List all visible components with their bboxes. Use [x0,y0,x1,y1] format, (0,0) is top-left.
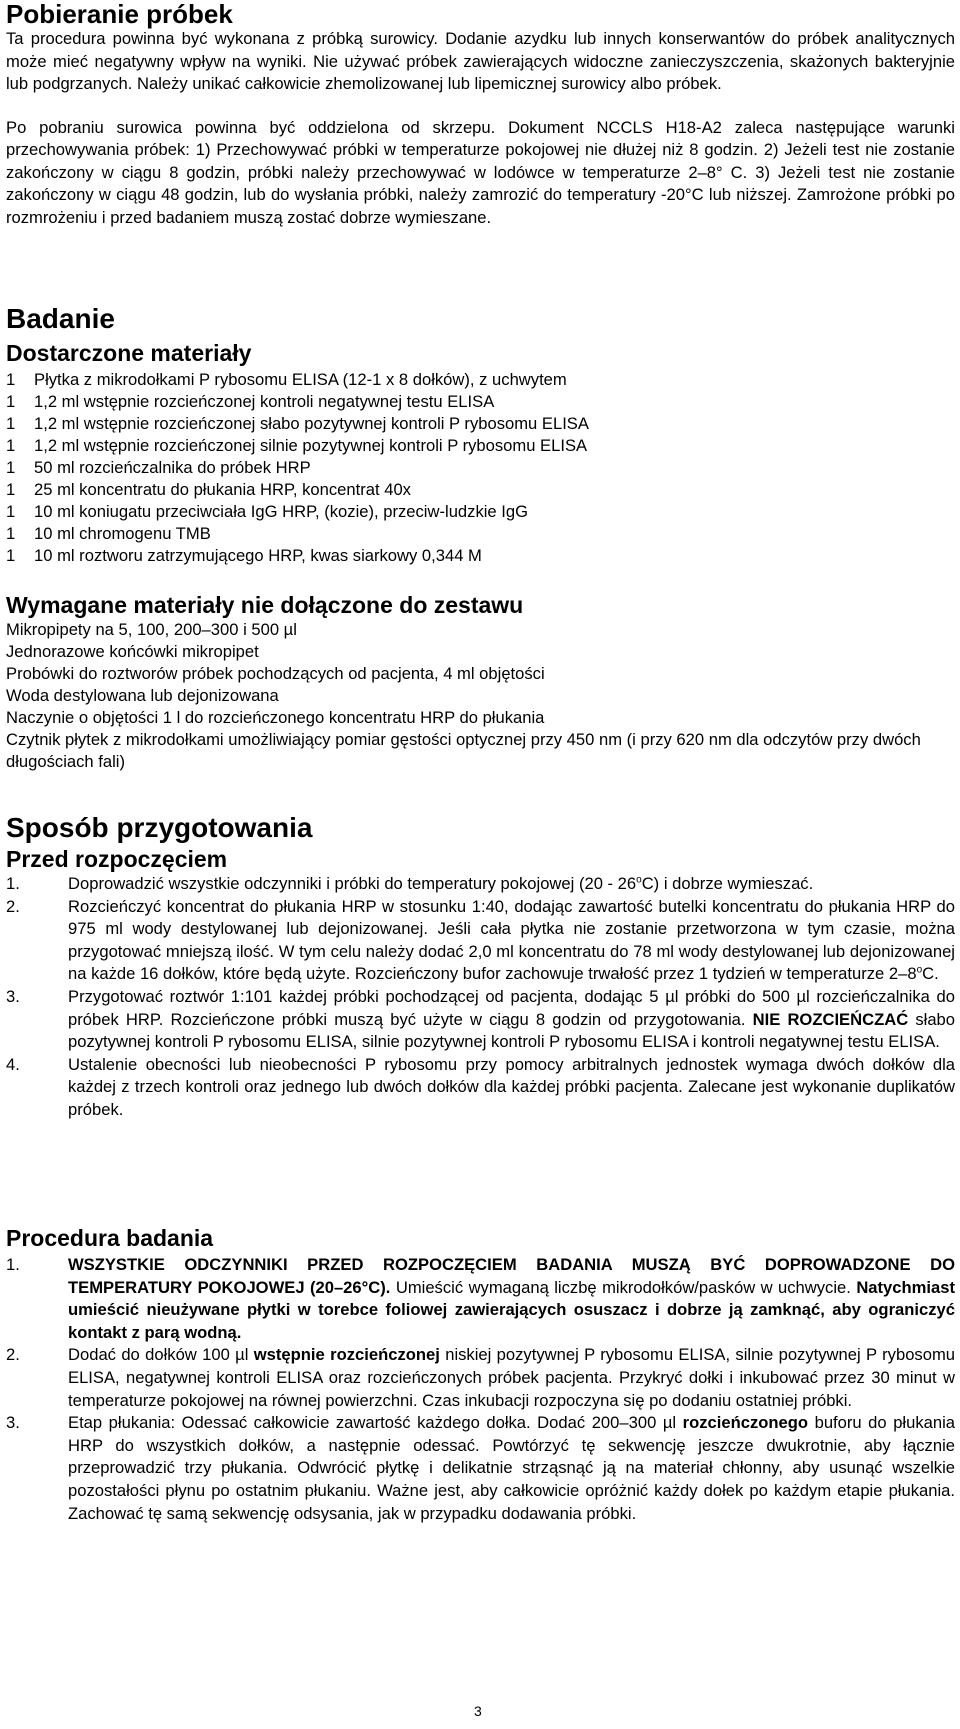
step-number: 2. [6,1345,20,1365]
step-text [68,1054,955,1122]
bold-run: rozcieńczonego [682,1413,809,1433]
text-run: C) i dobrze wymieszać. [641,874,814,893]
step-text [68,1412,955,1525]
step-item [6,1254,955,1344]
step-item [6,873,955,896]
list-item [6,457,955,479]
step-item [6,1054,955,1122]
section-title: Pobieranie próbek [6,0,233,29]
list-item [6,413,955,435]
text-run: Etap płukania: Odessać całkowicie zawartość każdego dołka. Dodać 200–300 µl [68,1413,683,1433]
text-run: buforu do płukania HRP do wszystkich dołków, a następnie odessać. Powtórzyć tę sekwencję jeszcze dwukrotnie, aby łącznie przeprowadzić trzy płukania. Odwrócić płytkę i delikatnie strząsnąć ją na materiał chłonny, aby usunąć wszelkie pozostałości płynu po ostatnim płukaniu. Ważne jest, aby całkowicie opróżnić każdy dołek po każdym etapie płukania. Zachować tę samą sekwencję odsysania, jak w przypadku dodawania próbki. [68,1413,956,1523]
list-item: Jednorazowe końcówki mikropipet [6,642,259,661]
procedure-steps [6,1254,955,1525]
text-run: Przygotować roztwór 1:101 każdej próbki pochodzącej od pacjenta, dodając 5 µl próbki do 500 µl rozcieńczalnika do próbek HRP. Rozcieńczone próbki muszą być użyte w ciągu 8 godzin od przygotowania. [68,986,955,1029]
required-materials-list [6,619,955,773]
item-text: 10 ml koniugatu przeciwciała IgG HRP, (kozie), przeciw-ludzkie IgG [34,502,529,521]
materials-list [6,369,955,567]
list-item [6,369,955,391]
bold-run: wstępnie rozcieńczonej [253,1345,440,1365]
list-item: Czytnik płytek z mikrodołkami umożliwiający pomiar gęstości optycznej przy 450 nm (i przy 620 nm dla odczytów przy dwóch długościach fali) [6,730,921,771]
item-text: 25 ml koncentratu do płukania HRP, koncentrat 40x [34,480,411,499]
section-title: Procedura badania [6,1225,214,1251]
section-sample-collection [6,0,955,229]
subsection-title: Przed rozpoczęciem [6,846,228,872]
item-quantity: 1 [6,436,16,455]
text-run: Dodać do dołków 100 µl [68,1345,254,1365]
step-text [68,1254,955,1344]
list-item [6,479,955,501]
step-item [6,1412,955,1525]
item-text: 10 ml roztworu zatrzymującego HRP, kwas siarkowy 0,344 M [34,546,482,565]
item-text: 1,2 ml wstępnie rozcieńczonej kontroli negatywnej testu ELISA [34,392,495,411]
item-text: Płytka z mikrodołkami P rybosomu ELISA (12-1 x 8 dołków), z uchwytem [34,370,567,389]
item-text: 1,2 ml wstępnie rozcieńczonej słabo pozytywnej kontroli P rybosomu ELISA [34,414,589,433]
list-item: Probówki do roztworów próbek pochodzących od pacjenta, 4 ml objętości [6,664,545,683]
item-quantity: 1 [6,370,16,389]
item-text: 1,2 ml wstępnie rozcieńczonej silnie pozytywnej kontroli P rybosomu ELISA [34,436,588,455]
list-item [6,391,955,413]
step-text [68,873,955,896]
text-run: Umieścić wymaganą liczbę mikrodołków/pasków w uchwycie. [390,1277,857,1297]
text-run: Rozcieńczyć koncentrat do płukania HRP w stosunku 1:40, dodając zawartość butelki koncentratu do płukania HRP do 975 ml wody destylowanej lub dejonizowanej. Jeśli cała płytka nie zostanie przetworzona w tym czasie, można przygotować mniejszą ilość. W tym celu należy dodać 2,0 ml koncentratu do 78 ml wody destylowanej lub dejonizowanej na każde 16 dołków, które będą użyte. Rozcieńczony bufor zachowuje trwałość przez 1 tydzień w temperaturze 2–8 [68,896,955,984]
page-number: 3 [474,1703,482,1719]
step-number: 3. [6,1413,20,1433]
step-text [68,896,955,986]
bold-run: NIE ROZCIEŃCZAĆ [752,1009,909,1029]
step-number: 4. [6,1054,20,1074]
list-item [6,501,955,523]
paragraph: Ta procedura powinna być wykonana z próbką surowicy. Dodanie azydku lub innych konserwantów do próbek analitycznych może mieć negatywny wpływ na wyniki. Nie używać próbek zawierających widoczne zanieczyszczenia, skażonych bakteryjnie lub podgrzanych. Należy unikać całkowicie zhemolizowanej lub lipemicznej surowicy albo próbek. [6,29,955,93]
bold-run: WSZYSTKIE ODCZYNNIKI PRZED ROZPOCZĘCIEM BADANIA MUSZĄ BYĆ DOPROWADZONE DO TEMPERATURY POKOJOWEJ (20–26°C). [68,1255,955,1297]
item-quantity: 1 [6,392,16,411]
list-item: Mikropipety na 5, 100, 200–300 i 500 µl [6,620,297,639]
item-quantity: 1 [6,414,16,433]
section-procedure [6,1225,955,1525]
subsection-title: Wymagane materiały nie dołączone do zestawu [6,592,524,618]
step-text [68,986,955,1054]
step-number: 3. [6,986,20,1006]
paragraph: Po pobraniu surowica powinna być oddzielona od skrzepu. Dokument NCCLS H18-A2 zaleca następujące warunki przechowywania próbek: 1) Przechowywać próbki w temperaturze pokojowej nie dłużej niż 8 godzin. 2) Jeżeli test nie zostanie zakończony w ciągu 8 godzin, próbki należy przechowywać w lodówce w temperaturze 2–8° C. 3) Jeżeli test nie zostanie zakończony w ciągu 48 godzin, lub do wysłania próbki, należy zamrozić do temperatury -20°C lub niższej. Zamrożone próbki po rozmrożeniu i przed badaniem muszą zostać dobrze wymieszane. [6,117,955,227]
superscript: o [916,964,923,976]
step-number: 1. [6,1255,20,1274]
item-text: 50 ml rozcieńczalnika do próbek HRP [34,458,311,477]
item-text: 10 ml chromogenu TMB [34,524,211,543]
text-run: niskiej pozytywnej P rybosomu ELISA, silnie pozytywnej P rybosomu ELISA, negatywnej kontroli ELISA oraz rozcieńczonych próbek pacjenta. Przykryć dołki i inkubować przez 30 minut w temperaturze pokojowej na równej powierzchni. Czas inkubacji rozpoczyna się po dodaniu ostatniej próbki. [68,1345,956,1410]
step-item [6,986,955,1054]
list-item [6,435,955,457]
bold-run: Natychmiast umieścić nieużywane płytki w torebce foliowej zawierających osuszacz i dobrze ją zamknąć, aby ograniczyć kontakt z parą wodną. [68,1277,955,1342]
step-text [68,1344,955,1412]
step-item [6,1344,955,1412]
preparation-steps [6,873,955,1122]
section-preparation [6,812,955,1122]
text-run: Ustalenie obecności lub nieobecności P rybosomu przy pomocy arbitralnych jednostek wymaga dwóch dołków dla każdej z trzech kontroli oraz jednego lub dwóch dołków dla każdej próbki pacjenta. Zalecane jest wykonanie duplikatów próbek. [68,1054,955,1119]
item-quantity: 1 [6,458,16,477]
item-quantity: 1 [6,524,16,543]
text-run: Doprowadzić wszystkie odczynniki i próbki do temperatury pokojowej (20 - 26 [68,874,637,893]
section-test [6,303,955,773]
item-quantity: 1 [6,546,16,565]
list-item [6,523,955,545]
item-quantity: 1 [6,480,16,499]
text-run: słabo pozytywnej kontroli P rybosomu ELISA, silnie pozytywnej kontroli P rybosomu ELISA i kontroli negatywnej testu ELISA. [68,1009,956,1052]
list-item [6,545,955,567]
item-quantity: 1 [6,502,16,521]
step-number: 2. [6,896,20,916]
text-run: C. [922,964,939,984]
step-number: 1. [6,874,20,893]
step-item [6,896,955,986]
subsection-title: Dostarczone materiały [6,340,252,366]
list-item: Naczynie o objętości 1 l do rozcieńczonego koncentratu HRP do płukania [6,708,545,727]
section-title: Badanie [6,303,115,334]
superscript: o [636,874,642,886]
list-item: Woda destylowana lub dejonizowana [6,686,279,705]
section-title: Sposób przygotowania [6,812,313,843]
